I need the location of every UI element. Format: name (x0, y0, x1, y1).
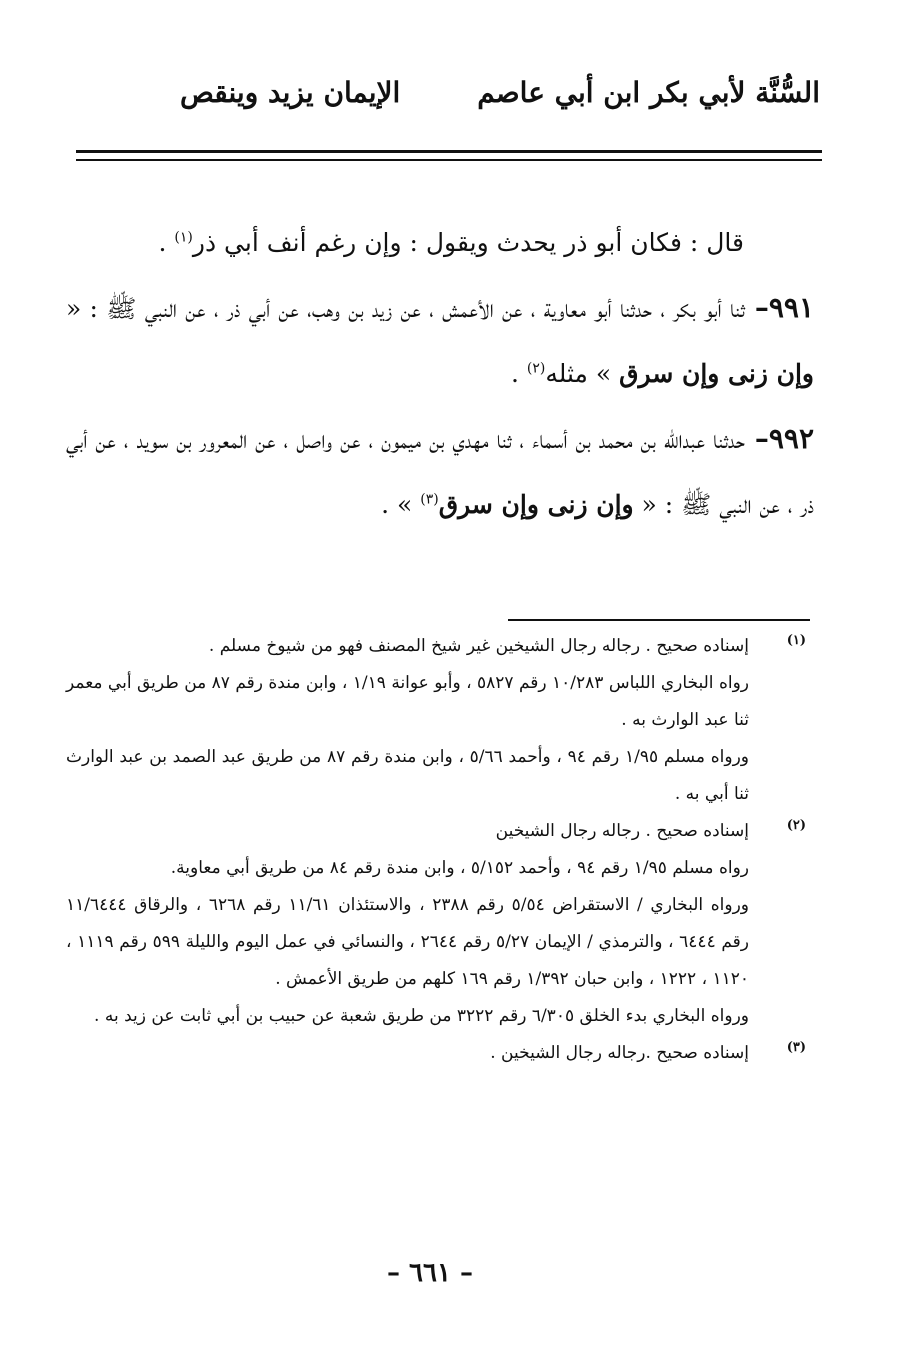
hadith-number-991: ٩٩١– (744, 291, 815, 324)
hadith-991-matn: وإن زنى وإن سرق (619, 359, 814, 388)
footnote-3-line: إسناده صحيح .رجاله رجال الشيخين . (490, 1043, 749, 1063)
hadith-992-chain: حدثنا عبدالله بن محمد بن أسماء ، ثنا مهدي بن ميمون ، عن واصل ، عن المعرور بن سويد ، عن أبي ذر ، عن النبي ﷺ : « (65, 425, 814, 519)
page-number: – ٦٦١ – (386, 1258, 474, 1288)
footnote-3 (66, 1035, 814, 1072)
footnote-2-line: ورواه البخاري بدء الخلق ٦/٣٠٥ رقم ٣٢٢٢ من طريق شعبة عن حبيب بن أبي ثابت عن زيد به . (94, 1006, 749, 1026)
narration-text: قال : فكان أبو ذر يحدث ويقول : وإن رغم أنف أبي ذر (192, 228, 744, 257)
hadith-992-matn: وإن زنى وإن سرق (438, 490, 634, 519)
main-text (66, 210, 814, 537)
hadith-992 (66, 406, 814, 537)
footnote-marker-1: (١) (786, 633, 806, 648)
book-title: السُّنَّة لأبي بكر ابن أبي عاصم (477, 76, 820, 109)
hadith-991-tail: » مثله (545, 359, 620, 388)
hadith-991 (66, 275, 814, 406)
header-rule-thin (76, 159, 822, 161)
footnote-separator (508, 619, 810, 621)
hadith-992-end: » . (381, 490, 421, 519)
chapter-title: الإيمان يزيد وينقص (180, 76, 401, 109)
footnote-2 (66, 813, 814, 1035)
footnotes (66, 628, 814, 1072)
footnote-2-line: إسناده صحيح . رجاله رجال الشيخين (495, 821, 749, 841)
footnote-2-line: ورواه البخاري / الاستقراض ٥/٥٤ رقم ٢٣٨٨ ، والاستئذان ١١/٦١ رقم ٦٢٦٨ ، والرقاق ١١/٦٤٤٤ رقم ٦٤٤٤ ، والترمذي / الإيمان ٥/٢٧ رقم ٢٦٤٤ ، والنسائي في عمل اليوم والليلة ٥٩٩ رقم ١١١٩ ، ١١٢٠ ، ١٢٢٢ ، وابن حبان ١/٣٩٢ رقم ١٦٩ كلهم من طريق الأعمش . (66, 895, 749, 989)
footnote-ref-2: (٢) (526, 360, 546, 377)
footnote-2-line: رواه مسلم ١/٩٥ رقم ٩٤ ، وأحمد ٥/١٥٢ ، وابن مندة رقم ٨٤ من طريق أبي معاوية. (170, 858, 749, 878)
hadith-991-chain: ثنا أبو بكر ، حدثنا أبو معاوية ، عن الأعمش ، عن زيد بن وهب، عن أبي ذر ، عن النبي ﷺ : « (66, 294, 745, 323)
footnote-1-line: ورواه مسلم ١/٩٥ رقم ٩٤ ، وأحمد ٥/٦٦ ، وابن مندة رقم ٨٧ من طريق عبد الصمد بن عبد الوارث ثنا أبي به . (66, 747, 750, 804)
footnote-ref-1: (١) (174, 229, 193, 246)
hadith-991-end: . (510, 359, 527, 388)
footnote-1-line: رواه البخاري اللباس ١٠/٢٨٣ رقم ٥٨٢٧ ، وأبو عوانة ١/١٩ ، وابن مندة رقم ٨٧ من طريق أبي معمر ثنا عبد الوارث به . (66, 673, 749, 730)
header-rule-thick (76, 150, 822, 153)
hadith-number-992: ٩٩٢– (745, 422, 814, 455)
footnote-marker-3: (٣) (786, 1040, 806, 1055)
footnote-1 (66, 628, 814, 813)
footnote-ref-3: (٣) (420, 491, 439, 508)
narration-end: . (158, 228, 175, 257)
running-header (80, 70, 820, 120)
paragraph-narration (66, 210, 814, 275)
footnote-marker-2: (٢) (786, 818, 806, 833)
footnote-1-line: إسناده صحيح . رجاله رجال الشيخين غير شيخ المصنف فهو من شيوخ مسلم . (208, 636, 749, 656)
